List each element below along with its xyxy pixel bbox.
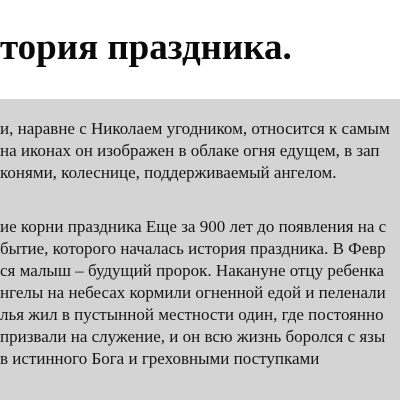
text-line: конями, колеснице, поддерживаемый ангелом.	[0, 163, 337, 182]
paragraph-1	[0, 118, 400, 184]
content-panel	[0, 99, 400, 400]
text-line: бытие, которого началась история праздника. В Февр	[0, 239, 386, 258]
text-line: нгелы на небесах кормили огненной едой и пеленали	[0, 283, 386, 302]
text-line: и, наравне с Николаем угодником, относится к самым	[0, 119, 390, 138]
text-line: в истинного Бога и греховными поступками	[0, 349, 320, 368]
text-line: призвали на служение, и он всю жизнь боролся с язы	[0, 327, 386, 346]
paragraph-2	[0, 216, 400, 370]
text-line: на иконах он изображен в облаке огня едущем, в зап	[0, 141, 380, 160]
text-line: ие корни праздника Еще за 900 лет до появления на с	[0, 217, 387, 236]
text-line: лья жил в пустынной местности один, где постоянно	[0, 305, 384, 324]
slide-title: тория праздника.	[0, 27, 292, 68]
text-line: ся малыш – будущий пророк. Накануне отцу ребенка	[0, 261, 384, 280]
